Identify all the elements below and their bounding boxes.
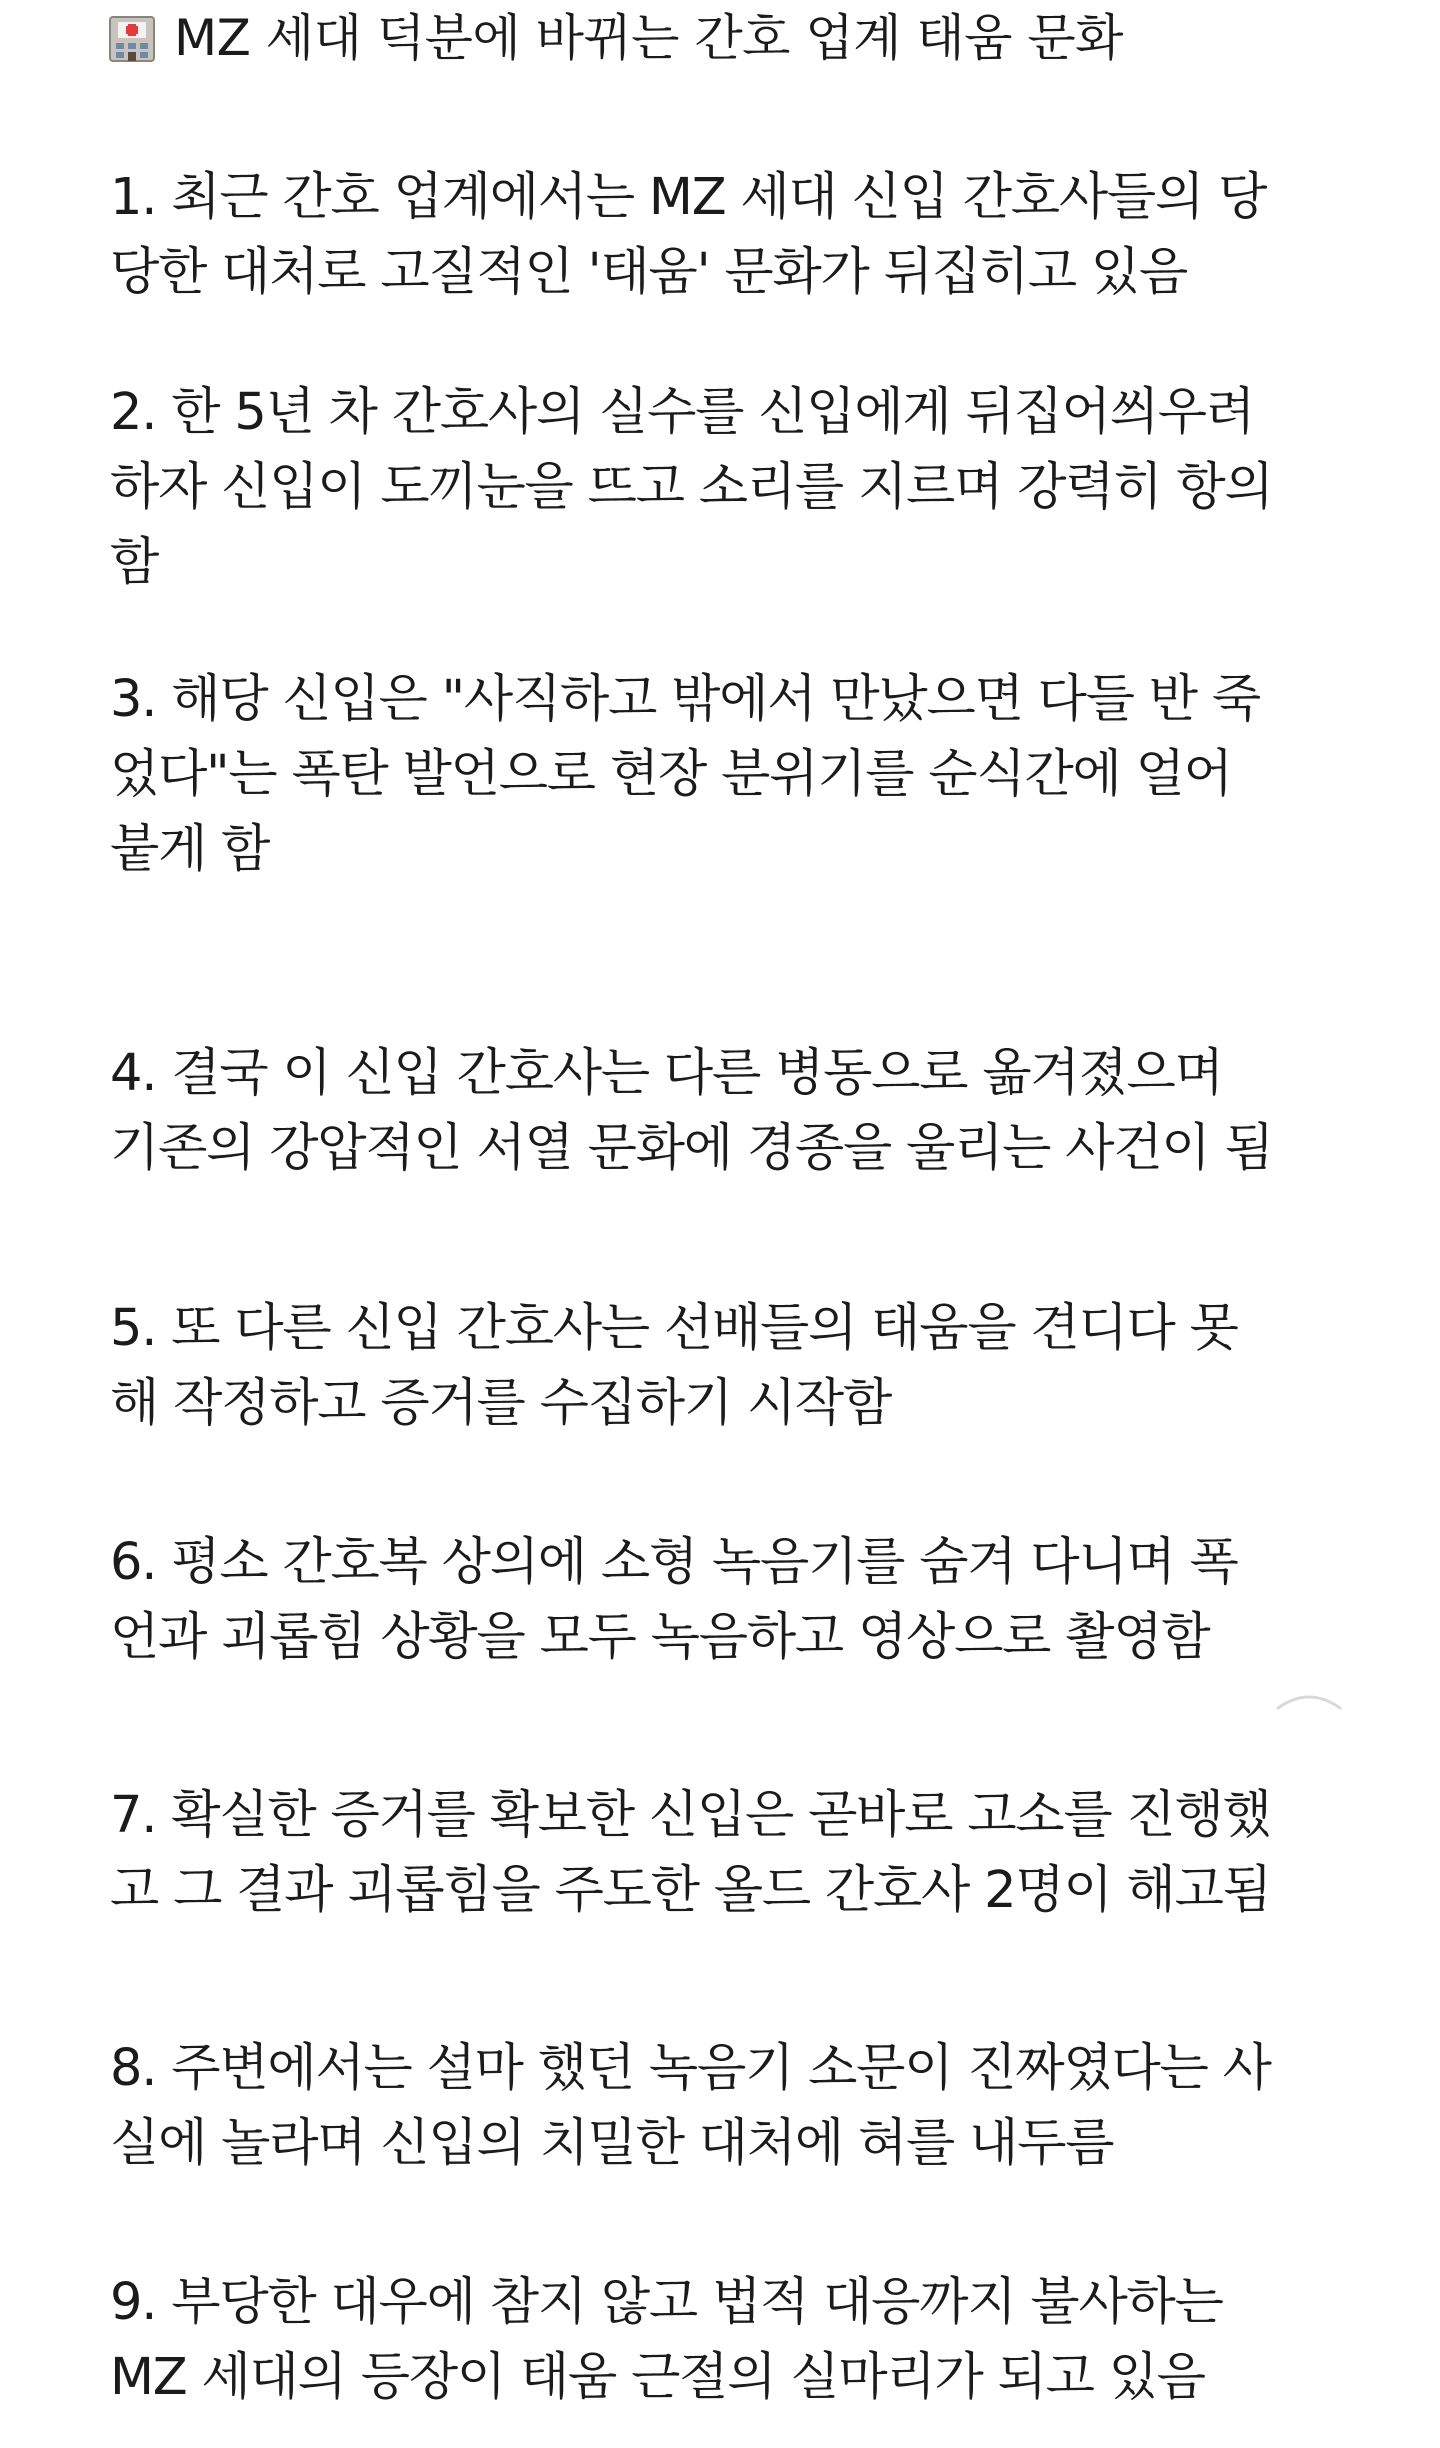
list-item-line: 하자 신입이 도끼눈을 뜨고 소리를 지르며 강력히 항의: [110, 458, 1273, 517]
list-item: [110, 1778, 1350, 1928]
list-item-line: 2. 한 5년 차 간호사의 실수를 신입에게 뒤집어씌우려: [110, 383, 1254, 442]
title-row: [108, 8, 1123, 68]
list-item-line: 당한 대처로 고질적인 '태움' 문화가 뒤집히고 있음: [110, 243, 1188, 302]
list-item-line: 7. 확실한 증거를 확보한 신입은 곧바로 고소를 진행했: [110, 1786, 1271, 1845]
list-item-line: 5. 또 다른 신입 간호사는 선배들의 태움을 견디다 못: [110, 1299, 1238, 1358]
list-item: [110, 1525, 1350, 1675]
list-item-line: 9. 부당한 대우에 참지 않고 법적 대응까지 불사하는: [110, 2273, 1223, 2332]
list-item-line: 붙게 함: [110, 820, 270, 879]
list-item: [110, 1291, 1350, 1441]
list-item-line: 실에 놀라며 신입의 치밀한 대처에 혀를 내두름: [110, 2114, 1114, 2173]
hospital-icon: [108, 13, 156, 63]
list-item-line: 6. 평소 간호복 상의에 소형 녹음기를 숨겨 다니며 폭: [110, 1533, 1238, 1592]
page-title: MZ 세대 덕분에 바뀌는 간호 업계 태움 문화: [174, 9, 1123, 67]
scroll-indicator-icon[interactable]: [1274, 1690, 1344, 1712]
list-item-line: MZ 세대의 등장이 태움 근절의 실마리가 되고 있음: [110, 2348, 1205, 2407]
list-item-line: 3. 해당 신입은 "사직하고 밖에서 만났으면 다들 반 죽: [110, 670, 1260, 729]
list-item-line: 기존의 강압적인 서열 문화에 경종을 울리는 사건이 됨: [110, 1119, 1273, 1178]
list-item-line: 1. 최근 간호 업계에서는 MZ 세대 신입 간호사들의 당: [110, 168, 1267, 227]
list-item-line: 8. 주변에서는 설마 했던 녹음기 소문이 진짜였다는 사: [110, 2039, 1271, 2098]
list-item: [110, 2265, 1350, 2415]
list-item: [110, 160, 1350, 310]
list-item: [110, 662, 1350, 887]
list-item: [110, 1036, 1350, 1186]
list-item: [110, 375, 1350, 600]
list-item-line: 4. 결국 이 신입 간호사는 다른 병동으로 옮겨졌으며: [110, 1044, 1223, 1103]
list-item-line: 함: [110, 533, 159, 592]
list-item-line: 고 그 결과 괴롭힘을 주도한 올드 간호사 2명이 해고됨: [110, 1861, 1271, 1920]
list-item-line: 해 작정하고 증거를 수집하기 시작함: [110, 1374, 892, 1433]
list-item-line: 언과 괴롭힘 상황을 모두 녹음하고 영상으로 촬영함: [110, 1608, 1210, 1667]
list-item-line: 었다"는 폭탄 발언으로 현장 분위기를 순식간에 얼어: [110, 745, 1232, 804]
list-item: [110, 2031, 1350, 2181]
